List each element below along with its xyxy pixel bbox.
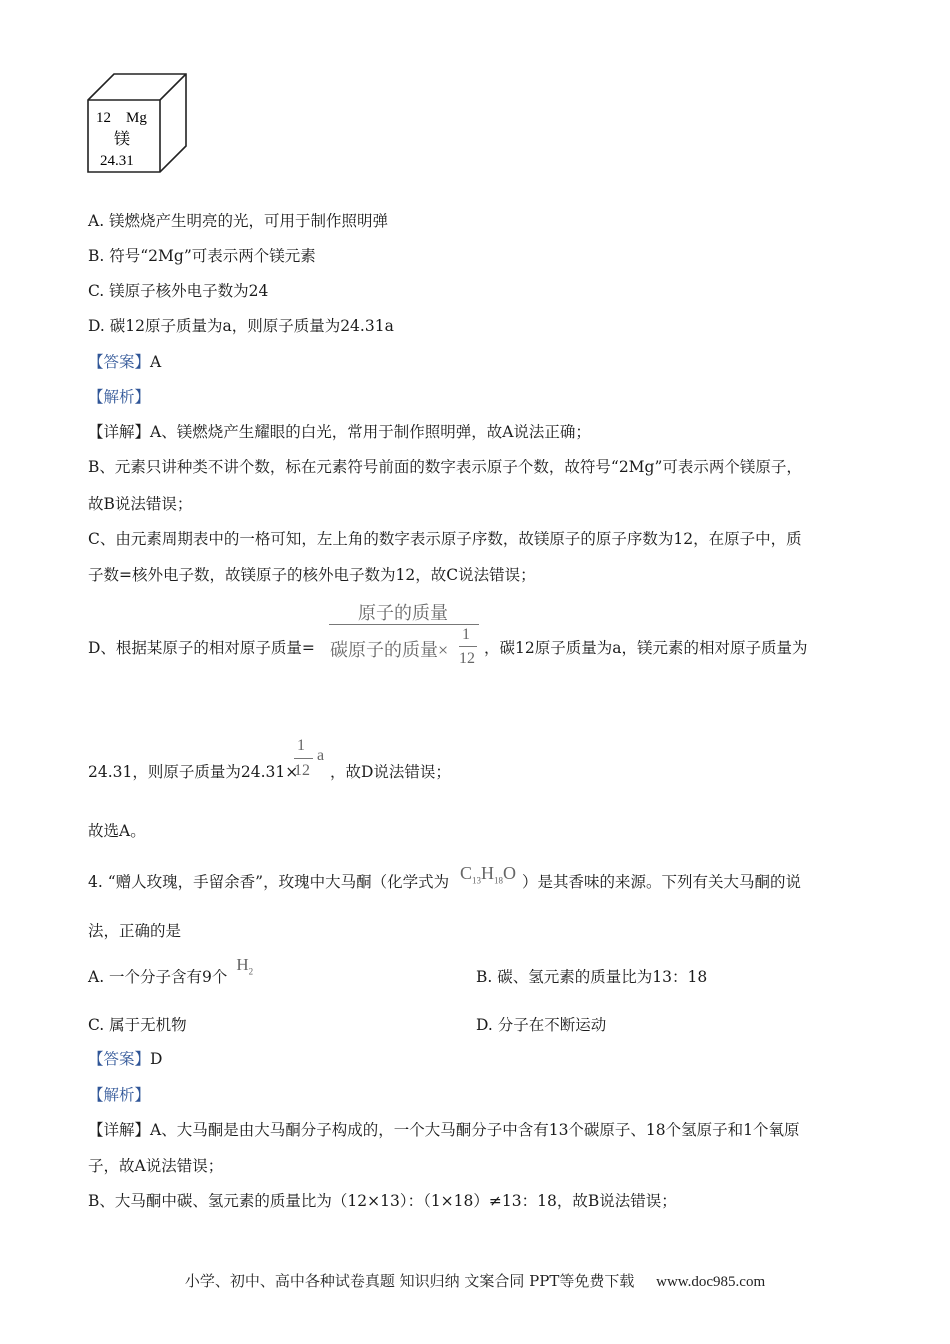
q3-analysis-tag [88, 387, 150, 407]
q3-exp-a: A、镁燃烧产生耀眼的白光，常用于制作照明弹，故A说法正确； [150, 423, 591, 441]
q3-explain-b1: B、元素只讲种类不讲个数，标在元素符号前面的数字表示原子个数，故符号“2Mg”可表示两个镁原子， [88, 458, 802, 476]
fraction-small-den: 12 [459, 650, 475, 667]
fraction-small-bar [459, 646, 477, 647]
h2-h: H [236, 955, 249, 974]
q4-stem-line2: 法，正确的是 [88, 922, 182, 940]
q4-stem-pre: 4. “赠人玫瑰，手留余香”，玫瑰中大马酮（化学式为 [88, 873, 450, 891]
fraction2-numerator: 1 [297, 737, 305, 754]
q4-formula [460, 863, 517, 886]
q3-explain-d2-post: ，故D说法错误； [330, 763, 451, 781]
q4-stem [88, 863, 802, 899]
tile-name: 镁 [114, 129, 131, 148]
formula-h-sub: 18 [494, 875, 504, 886]
q4-explain-b: B、大马酮中碳、氢元素的质量比为（12×13）：（1×18）≠13：18，故B说法错误； [88, 1192, 677, 1210]
tile-number: 12 [96, 110, 111, 126]
answer-tag: 【答案】 [88, 353, 151, 371]
fraction-small-num: 1 [462, 626, 470, 643]
analysis-tag: 【解析】 [88, 1086, 151, 1104]
fraction-denominator: 碳原子的质量× [330, 640, 449, 660]
q3-explain-d-post: ，碳12原子质量为a，镁元素的相对原子质量为 [484, 639, 808, 657]
q4-option-c: C. 属于无机物 [88, 1016, 187, 1034]
q4-explain-a1 [88, 1120, 800, 1140]
answer-tag: 【答案】 [88, 1050, 151, 1068]
page-footer [0, 1270, 950, 1291]
q4-answer: D [150, 1050, 163, 1068]
q3-explain-d-pre: D、根据某原子的相对原子质量= [88, 639, 315, 657]
q3-option-a: A. 镁燃烧产生明亮的光，可用于制作照明弹 [88, 212, 389, 230]
periodic-tile-mg [86, 72, 190, 176]
q3-conclusion: 故选A。 [88, 822, 146, 840]
q4-h2-formula [236, 955, 254, 977]
fraction2-bar [294, 758, 313, 759]
q4-stem-post: ）是其香味的来源。下列有关大马酮的说 [522, 873, 802, 891]
q4-exp-a1: A、大马酮是由大马酮分子构成的，一个大马酮分子中含有13个碳原子、18个氢原子和1个氧原 [150, 1121, 800, 1139]
analysis-tag: 【解析】 [88, 388, 151, 406]
formula-o: O [503, 863, 517, 883]
tile-symbol: Mg [126, 110, 147, 126]
fraction-bar [329, 624, 479, 625]
detail-tag: 【详解】 [88, 1121, 151, 1139]
q3-explain-b2: 故B说法错误； [88, 495, 193, 513]
tile-mass: 24.31 [100, 153, 134, 169]
q4-answer-line [88, 1049, 162, 1069]
q3-explain-d2-pre: 24.31，则原子质量为24.31× [88, 763, 299, 781]
q4-option-a-text: A. 一个分子含有9个 [88, 968, 228, 986]
q4-option-a [88, 955, 254, 993]
h2-sub: 2 [248, 966, 254, 977]
q3-option-d: D. 碳12原子质量为a，则原子质量为24.31a [88, 317, 394, 335]
q3-explain-a [88, 422, 591, 442]
q4-explain-a2: 子，故A说法错误； [88, 1157, 224, 1175]
footer-link[interactable]: www.doc985.com [656, 1274, 766, 1290]
q4-analysis-tag [88, 1085, 150, 1105]
detail-tag: 【详解】 [88, 423, 151, 441]
q3-explain-c2: 子数=核外电子数，故镁原子的核外电子数为12，故C说法错误； [88, 566, 536, 584]
fraction-numerator: 原子的质量 [358, 603, 448, 623]
footer-text: 小学、初中、高中各种试卷真题 知识归纳 文案合同 PPT等免费下载 [184, 1272, 635, 1290]
q3-answer-line [88, 352, 161, 372]
q4-option-b: B. 碳、氢元素的质量比为13：18 [476, 968, 708, 986]
fraction2-denominator: 12 [294, 762, 310, 779]
formula-c: C [460, 863, 473, 883]
formula-h: H [481, 863, 495, 883]
q4-option-d: D. 分子在不断运动 [476, 1016, 607, 1034]
formula-c-sub: 13 [472, 875, 482, 886]
q3-answer: A [150, 353, 162, 371]
q3-option-c: C. 镁原子核外电子数为24 [88, 282, 269, 300]
q3-option-b: B. 符号“2Mg”可表示两个镁元素 [88, 247, 316, 265]
q3-explain-c1: C、由元素周期表中的一格可知，左上角的数字表示原子序数，故镁原子的原子序数为12，在原子中，质 [88, 530, 802, 548]
fraction2-variable: a [317, 747, 325, 764]
